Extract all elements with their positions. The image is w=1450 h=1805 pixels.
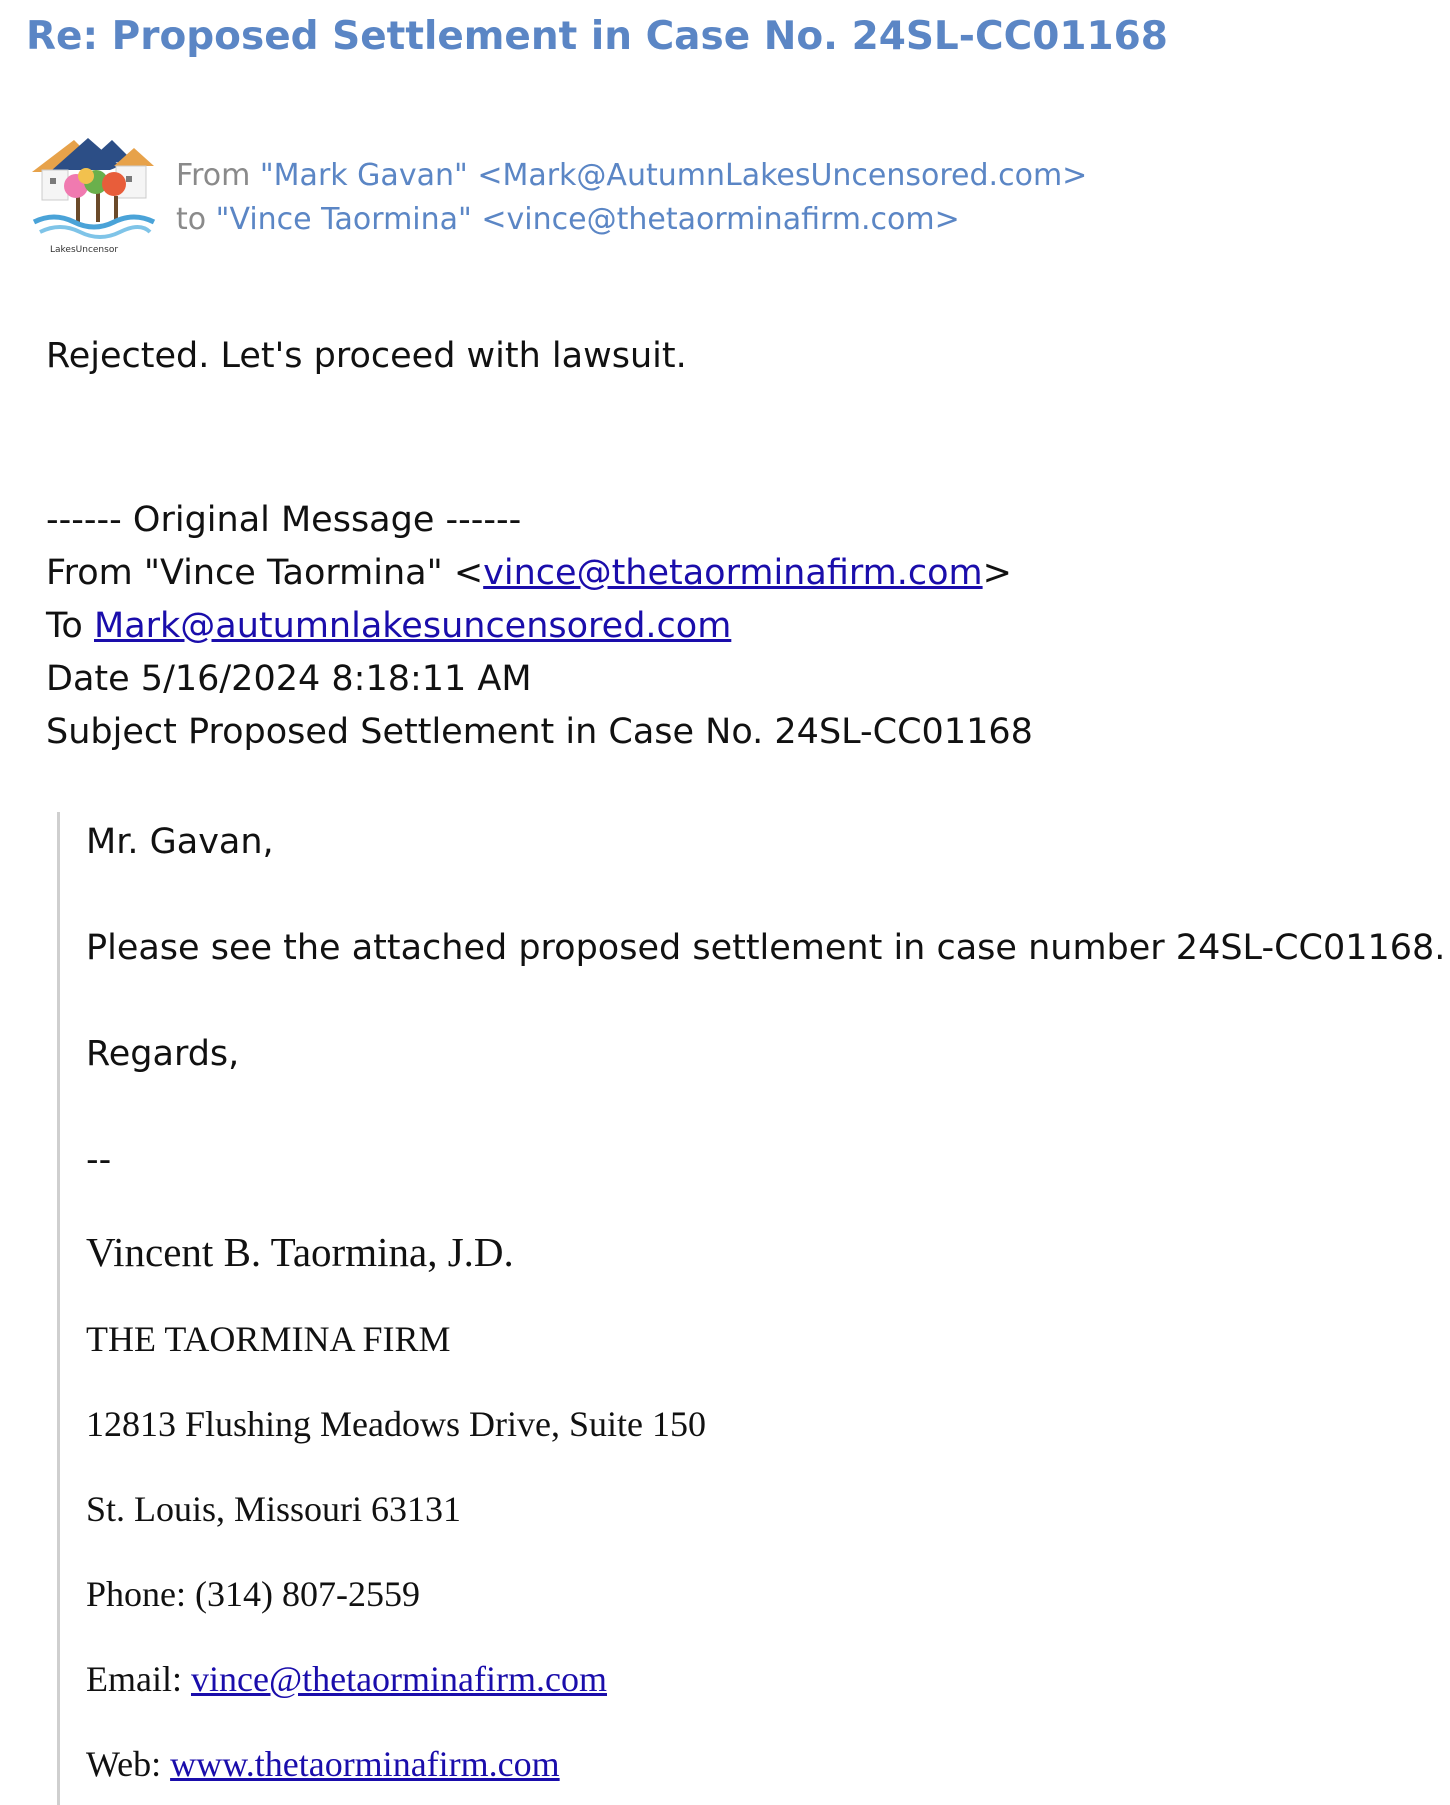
original-from-label: From [46, 553, 133, 593]
to-line [176, 202, 960, 237]
signature-address-1: 12813 Flushing Meadows Drive, Suite 150 [86, 1404, 706, 1444]
signature-email-line [86, 1658, 607, 1700]
to-label: to [176, 202, 207, 237]
original-date-label: Date [46, 659, 130, 699]
reply-body: Rejected. Let's proceed with lawsuit. [46, 336, 687, 376]
autumn-lakes-logo-icon [30, 136, 158, 256]
signature-name: Vincent B. Taormina, J.D. [86, 1229, 514, 1275]
original-subject-line [46, 706, 1033, 759]
quoted-closing: Regards, [86, 1034, 240, 1074]
original-message-header [46, 494, 1033, 759]
signature-web-label: Web: [86, 1744, 162, 1784]
original-subject: Proposed Settlement in Case No. 24SL-CC01168 [187, 712, 1033, 752]
signature-dash: -- [86, 1140, 112, 1180]
quoted-message: Please see the attached proposed settlement in case number 24SL-CC01168. [86, 928, 1446, 968]
signature-web-line [86, 1743, 560, 1785]
signature-phone: Phone: (314) 807-2559 [86, 1574, 420, 1614]
original-date-line [46, 653, 1033, 706]
signature-email-link[interactable]: vince@thetaorminafirm.com [190, 1659, 607, 1699]
email-subject: Re: Proposed Settlement in Case No. 24SL-CC01168 [26, 14, 1168, 59]
signature-firm: THE TAORMINA FIRM [86, 1319, 451, 1359]
original-separator: ------ Original Message ------ [46, 500, 522, 540]
from-line [176, 158, 1087, 193]
signature-web-link[interactable]: www.thetaorminafirm.com [170, 1744, 560, 1784]
original-from-line: From "Vince Taormina" <vince@thetaorminafirm.com> [46, 553, 1012, 593]
original-to-email-link[interactable]: Mark@autumnlakesuncensored.com [94, 606, 732, 646]
signature-address-2: St. Louis, Missouri 63131 [86, 1489, 462, 1529]
original-to-label: To [46, 606, 83, 646]
original-date: 5/16/2024 8:18:11 AM [140, 659, 532, 699]
quoted-greeting: Mr. Gavan, [86, 822, 274, 862]
original-from-email-link[interactable]: vince@thetaorminafirm.com [483, 553, 983, 593]
original-to-line [46, 600, 1033, 653]
from-email[interactable]: <Mark@AutumnLakesUncensored.com> [477, 158, 1088, 193]
from-label: From [176, 158, 251, 193]
to-email[interactable]: <vince@thetaorminafirm.com> [481, 202, 960, 237]
svg-text:LakesUncensor: LakesUncensor [50, 245, 119, 255]
original-from-name: "Vince Taormina" [143, 553, 443, 593]
from-name[interactable]: "Mark Gavan" [259, 158, 468, 193]
original-subject-label: Subject [46, 712, 177, 752]
to-name[interactable]: "Vince Taormina" [215, 202, 472, 237]
quote-bar [57, 812, 60, 1805]
signature-email-label: Email: [86, 1659, 182, 1699]
